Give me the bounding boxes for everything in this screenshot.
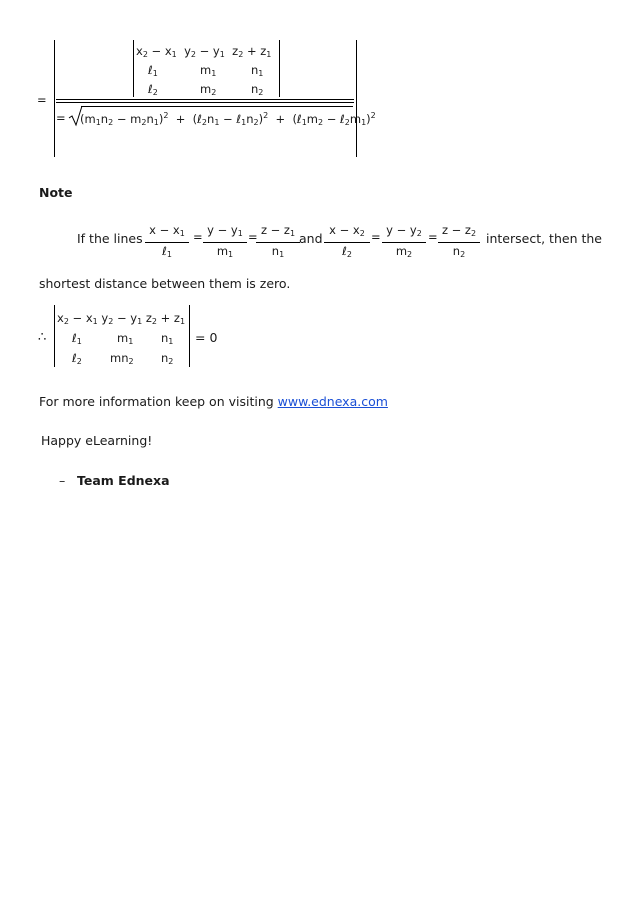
denominator-equals: = xyxy=(56,111,66,125)
fraction-y2: $\frac{y - y_2}{m_2}$ xyxy=(382,222,426,263)
fraction-bar-2 xyxy=(56,102,354,103)
det2-row-1: $x_2 - x_1$ $y_2 - y_1$ $z_2 + z_1$ xyxy=(57,311,186,326)
det2-row-3-l2: ℓ$_2$ xyxy=(72,351,82,366)
note-lead-text: If the lines xyxy=(77,231,143,246)
fraction-z2: $\frac{z - z_2}{n_2}$ xyxy=(438,222,480,263)
determinant-row-3-l2: ℓ$_2$ xyxy=(148,82,158,97)
det2-row-3-n2: $n_2$ xyxy=(161,351,174,366)
det2-right-bar xyxy=(189,305,190,367)
det2-row-3-mn2: $mn_2$ xyxy=(110,351,134,366)
fraction-x2: $x - x_2$ ℓ$_2$ xyxy=(324,222,370,263)
info-line xyxy=(39,394,388,409)
formula-equals-sign: = xyxy=(37,93,47,107)
det2-left-bar xyxy=(54,305,55,367)
determinant-row-2-n1: $n_1$ xyxy=(251,63,264,78)
and-word: and xyxy=(299,231,323,246)
det2-result: = 0 xyxy=(195,330,218,345)
signature-name: Team Ednexa xyxy=(77,473,170,488)
equals-4: = xyxy=(428,230,438,244)
signature-dash: – xyxy=(59,473,66,488)
fraction-x1: $x - x_1$ ℓ$_1$ xyxy=(145,222,189,263)
determinant-row-2-l1: ℓ$_1$ xyxy=(148,63,158,78)
greeting-text: Happy eLearning! xyxy=(41,433,153,448)
radical-overline xyxy=(81,106,353,107)
determinant-row-2-m1: $m_1$ xyxy=(200,63,217,78)
note-second-line: shortest distance between them is zero. xyxy=(39,276,291,291)
info-text: For more information keep on visiting xyxy=(39,394,278,409)
determinant-row-3-m2: $m_2$ xyxy=(200,82,217,97)
equals-2: = xyxy=(248,230,258,244)
determinant-row-1: $x_2 - x_1$ $y_2 - y_1$ $z_2 + z_1$ xyxy=(136,44,272,59)
fraction-left-border xyxy=(54,40,55,157)
det2-row-2-n1: $n_1$ xyxy=(161,331,174,346)
det2-row-2-l1: ℓ$_1$ xyxy=(72,331,82,346)
fraction-y1: $\frac{y - y_1}{m_1}$ xyxy=(203,222,247,263)
fraction-bar xyxy=(56,99,354,100)
det2-row-2-m1: $m_1$ xyxy=(117,331,134,346)
determinant-row-3-n2: $n_2$ xyxy=(251,82,264,97)
fraction-right-border xyxy=(356,40,357,157)
fraction-z1: $\frac{z - z_1}{n_1}$ xyxy=(256,222,300,263)
determinant-right-bar xyxy=(279,40,280,97)
denominator-expression: $(m_1n_2 - m_2n_1)^2$ + ($\ell_2n_1$ − $\ell_1n_2)^2$ + ($\ell_1m_2$ − $\ell_2m_1)^2$ xyxy=(80,111,376,127)
note-tail-text: intersect, then the xyxy=(486,231,602,246)
determinant-left-bar xyxy=(133,40,134,97)
note-heading: Note xyxy=(39,185,73,200)
therefore-symbol: ∴ xyxy=(38,330,47,345)
equals-3: = xyxy=(371,230,381,244)
ednexa-link[interactable]: www.ednexa.com xyxy=(277,394,388,409)
equals-1: = xyxy=(193,230,203,244)
